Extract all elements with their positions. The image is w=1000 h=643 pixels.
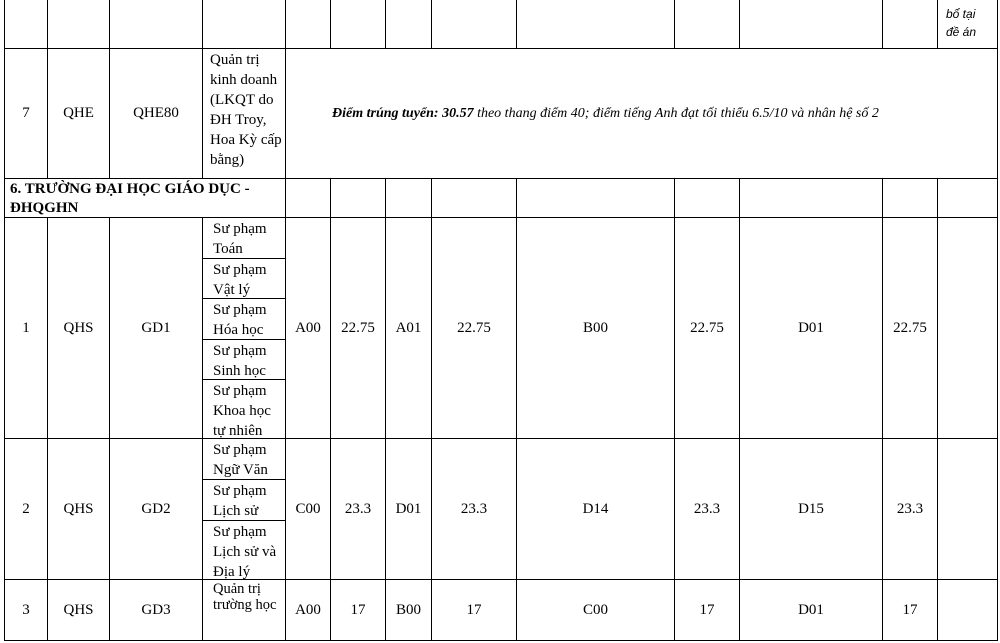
row1-program-2: Sư phạm Vật lý	[213, 262, 267, 298]
row3-program-1: Quản trị trường học	[213, 581, 277, 613]
row2-score-1: 23.3	[344, 500, 372, 517]
row2-combo-3: D14	[582, 500, 609, 517]
remark-rest: theo thang điểm 40; điểm tiếng Anh đạt tối thiểu 6.5/10 và nhân hệ số 2	[473, 106, 879, 121]
row2-code: GD2	[141, 500, 171, 517]
row-qhe-code: QHE80	[133, 105, 179, 121]
row1-combo-3: B00	[582, 319, 608, 336]
row1-program-3: Sư phạm Hóa học	[213, 302, 267, 338]
row-qhe-remark	[332, 104, 879, 124]
row2-score-4: 23.3	[896, 500, 924, 517]
row3-combo-1: A00	[295, 601, 321, 618]
row2-school: QHS	[63, 500, 94, 517]
row2-program-1: Sư phạm Ngữ Văn	[213, 442, 268, 478]
section-title: 6. TRƯỜNG ĐẠI HỌC GIÁO DỤC - ĐHQGHN	[10, 181, 250, 216]
row1-score-2: 22.75	[457, 319, 491, 336]
row2-program-3: Sư phạm Lịch sử và Địa lý	[213, 524, 277, 580]
row1-score-1: 22.75	[341, 319, 375, 336]
row1-program-5: Sư phạm Khoa học tự nhiên	[213, 383, 271, 439]
row1-school: QHS	[63, 319, 94, 336]
remark-bold: Điểm trúng tuyển: 30.57	[332, 106, 474, 121]
row2-score-2: 23.3	[460, 500, 488, 517]
row2-score-3: 23.3	[693, 500, 721, 517]
row3-score-2: 17	[466, 601, 482, 618]
row1-combo-4: D01	[798, 319, 824, 336]
row1-combo-1: A00	[295, 319, 321, 336]
top-row-note: bổ tại đề án	[946, 7, 977, 39]
row3-combo-4: D01	[798, 601, 824, 618]
row3-score-3: 17	[699, 601, 715, 618]
row1-combo-2: A01	[395, 319, 422, 336]
row2-stt: 2	[22, 500, 30, 517]
row-qhe-school: QHE	[63, 105, 94, 121]
row3-code: GD3	[141, 601, 171, 618]
row1-score-3: 22.75	[690, 319, 724, 336]
row1-program-4: Sư phạm Sinh học	[213, 343, 267, 379]
row1-stt: 1	[22, 319, 30, 336]
row3-combo-3: C00	[582, 601, 608, 618]
row-qhe-program: Quản trị kinh doanh (LKQT do ĐH Troy, Hoa Kỳ cấp bằng)	[210, 52, 282, 168]
row2-combo-4: D15	[798, 500, 824, 517]
row3-score-4: 17	[902, 601, 918, 618]
row2-combo-1: C00	[295, 500, 321, 517]
row2-combo-2: D01	[395, 500, 422, 517]
row3-combo-2: B00	[395, 601, 421, 618]
row1-code: GD1	[141, 319, 171, 336]
row1-program-1: Sư phạm Toán	[213, 221, 267, 257]
row2-program-2: Sư phạm Lịch sử	[213, 483, 267, 519]
row3-score-1: 17	[350, 601, 366, 618]
row3-school: QHS	[63, 601, 94, 618]
row-qhe-stt: 7	[22, 105, 30, 121]
row1-score-4: 22.75	[893, 319, 927, 336]
row3-stt: 3	[22, 601, 30, 618]
